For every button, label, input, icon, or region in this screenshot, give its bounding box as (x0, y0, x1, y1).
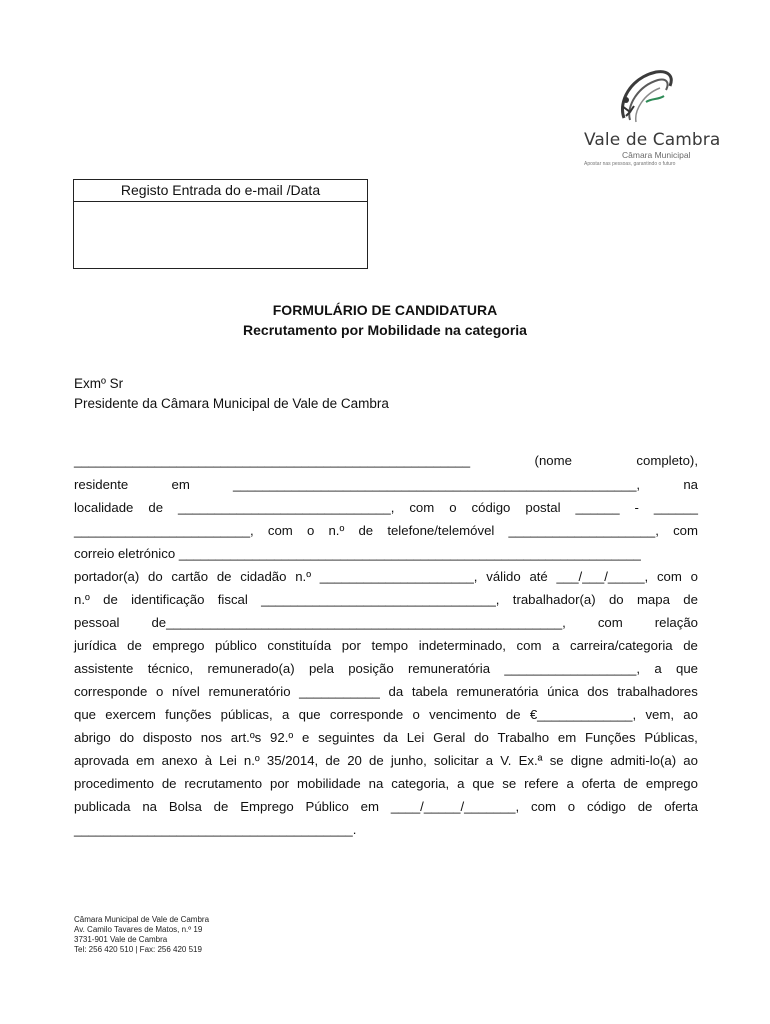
form-text: à (204, 753, 213, 768)
form-text: com (673, 523, 698, 538)
form-text: na (683, 477, 698, 492)
form-text: remuneratória (407, 661, 491, 676)
form-text: cidadão (240, 569, 287, 584)
form-text: público (215, 638, 257, 653)
form-text: ____________________, (508, 523, 659, 538)
form-text: de (637, 799, 653, 814)
footer-line: Câmara Municipal de Vale de Cambra (74, 915, 210, 924)
form-text: de (683, 638, 698, 653)
form-text: n.º (295, 569, 312, 584)
logo-name: Vale de Cambra (584, 130, 721, 150)
form-text: com (409, 500, 435, 515)
form-text: 35/2014, (266, 753, 319, 768)
form-text: remunerado(a) (207, 661, 295, 676)
form-line (74, 822, 698, 838)
form-text: do (148, 569, 163, 584)
form-text: aprovada (74, 753, 129, 768)
form-text: em (557, 730, 577, 745)
registry-box (73, 179, 368, 269)
form-line (74, 753, 698, 769)
form-text: na (368, 776, 384, 791)
form-text: tabela (411, 684, 448, 699)
form-text: relação (654, 615, 698, 630)
form-line (74, 730, 698, 746)
form-text: a (485, 753, 494, 768)
form-text: do (474, 730, 489, 745)
form-title: FORMULÁRIO DE CANDIDATURA (272, 302, 498, 318)
form-text: pessoal (74, 615, 120, 630)
form-text: que (298, 707, 321, 722)
form-text: e (301, 730, 310, 745)
form-text: vencimento (429, 707, 497, 722)
form-text: vem, (645, 707, 675, 722)
form-line (74, 523, 698, 539)
form-line (74, 661, 698, 677)
form-text: carreira/categoria (570, 638, 673, 653)
form-text: Lei (219, 753, 237, 768)
form-text: emprego (152, 638, 205, 653)
form-text: Emprego (240, 799, 294, 814)
form-text: completo), (636, 453, 698, 468)
form-line (74, 592, 698, 608)
form-text: de (213, 799, 229, 814)
salutation: Exmº Sr (74, 376, 124, 391)
form-text: Funções (584, 730, 636, 745)
form-text: abrigo (74, 730, 111, 745)
form-text: admiti-lo(a) (610, 753, 677, 768)
form-line (74, 684, 698, 700)
form-text: se (549, 753, 564, 768)
form-text: ao (683, 753, 698, 768)
form-text: o (306, 523, 315, 538)
form-text: pela (308, 661, 334, 676)
form-text: ________________________________, (261, 592, 500, 607)
form-text: identificação (131, 592, 205, 607)
form-line (74, 799, 698, 815)
form-text: código (586, 799, 626, 814)
form-text: remuneratório (208, 684, 291, 699)
form-text: de (683, 592, 698, 607)
form-text: o (567, 799, 576, 814)
form-text: de (161, 776, 177, 791)
form-text: assistente (74, 661, 134, 676)
form-text: por (270, 776, 290, 791)
form-text: o (690, 569, 698, 584)
form-text: em (360, 799, 379, 814)
form-text: nos (200, 730, 223, 745)
footer-address (74, 915, 209, 955)
form-text: _____________________, (319, 569, 478, 584)
form-text: n.º (243, 753, 260, 768)
form-text: art.ºs (230, 730, 262, 745)
form-text: indeterminado, (418, 638, 506, 653)
form-text: de (148, 500, 164, 515)
form-text: até (529, 569, 548, 584)
registry-box-title: Registo Entrada do e-mail /Data (74, 180, 367, 202)
form-text: junho, (390, 753, 427, 768)
form-text: de (505, 707, 521, 722)
form-text: digne (570, 753, 604, 768)
form-text: _____________________________, (178, 500, 395, 515)
form-text: 20 (347, 753, 362, 768)
form-text: com (531, 799, 556, 814)
form-text: de (103, 592, 118, 607)
form-text: do (119, 730, 135, 745)
form-text: ______ (653, 500, 698, 515)
form-line (74, 569, 698, 585)
form-text: funções (165, 707, 212, 722)
form-text: código (471, 500, 511, 515)
form-text: válido (486, 569, 521, 584)
form-text: por (341, 638, 361, 653)
form-text: Públicas, (644, 730, 698, 745)
form-text: mobilidade (296, 776, 361, 791)
footer-line: Tel: 256 420 510 | Fax: 256 420 519 (74, 945, 202, 954)
form-text: Ex.ª (518, 753, 543, 768)
form-text: __________________, (504, 661, 641, 676)
form-text: oferta (581, 776, 616, 791)
form-text: fiscal (217, 592, 248, 607)
form-text: dos (587, 684, 609, 699)
form-line (74, 453, 698, 469)
form-text: na (142, 799, 157, 814)
form-text: de (623, 776, 638, 791)
form-text: da (383, 730, 398, 745)
form-text: de (127, 638, 142, 653)
form-text: trabalhadores (617, 684, 698, 699)
form-text: solicitar (433, 753, 479, 768)
form-text: que (675, 661, 698, 676)
form-text: a (281, 707, 290, 722)
form-text: procedimento (74, 776, 154, 791)
form-text: o (449, 500, 457, 515)
form-text: V. (500, 753, 512, 768)
form-text: jurídica (74, 638, 117, 653)
form-text: disposto (142, 730, 192, 745)
form-text: Trabalho (497, 730, 550, 745)
form-text: de (325, 753, 341, 768)
form-text: técnico, (147, 661, 194, 676)
form-text: cartão (171, 569, 209, 584)
form-text: posição (348, 661, 394, 676)
form-line (74, 477, 698, 493)
form-text: - (634, 500, 639, 515)
form-text: de (216, 569, 232, 584)
form-text: Bolsa (168, 799, 202, 814)
form-text: €_____________, (529, 707, 637, 722)
form-text: de______________________________________________________, (151, 615, 566, 630)
form-text: que (74, 707, 97, 722)
form-text: _______________________________________________________, (233, 477, 641, 492)
form-text: com (656, 569, 682, 584)
form-text: residente (74, 477, 129, 492)
form-text: n.º (328, 523, 345, 538)
form-line (74, 776, 698, 792)
vale-de-cambra-emblem-icon (616, 66, 676, 132)
form-text: o (412, 707, 420, 722)
form-text: portador(a) (74, 569, 140, 584)
form-text: que (472, 776, 495, 791)
form-text: a (457, 776, 465, 791)
form-text: exercem (105, 707, 156, 722)
form-text: a (566, 776, 574, 791)
form-line (74, 546, 698, 562)
form-text: a (552, 638, 560, 653)
form-text: ____/_____/_______, (390, 799, 520, 814)
form-text: Lei (406, 730, 425, 745)
form-text: constituída (267, 638, 332, 653)
municipality-logo (576, 66, 721, 170)
form-text: ________________________, (74, 523, 254, 538)
form-text: localidade (74, 500, 134, 515)
footer-line: 3731-901 Vale de Cambra (74, 935, 168, 944)
form-text: tempo (371, 638, 409, 653)
form-text: remuneratória (456, 684, 539, 699)
form-text: postal (525, 500, 561, 515)
form-text: ______________________________________________________ (74, 453, 471, 468)
form-text: emprego (645, 776, 698, 791)
form-text: de (369, 753, 384, 768)
form-text: corresponde (74, 684, 148, 699)
form-text: do (608, 592, 624, 607)
form-text: ______________________________________. (74, 822, 357, 837)
form-text: de (358, 523, 374, 538)
form-text: categoria, (391, 776, 450, 791)
form-text: mapa (636, 592, 670, 607)
form-text: corresponde (329, 707, 404, 722)
form-text: correio eletrónico _______________________________________________________________ (74, 546, 641, 561)
form-text: Geral (433, 730, 466, 745)
form-text: seguintes (318, 730, 375, 745)
logo-tagline: Apostar nas pessoas, garantindo o futuro (584, 161, 676, 167)
form-text: com (516, 638, 542, 653)
recipient: Presidente da Câmara Municipal de Vale de Cambra (74, 396, 389, 411)
footer-line: Av. Camilo Tavares de Matos, n.º 19 (74, 925, 203, 934)
form-text: ______ (575, 500, 620, 515)
logo-subtitle: Câmara Municipal (622, 150, 691, 160)
form-text: ___________ (299, 684, 380, 699)
form-text: publicada (74, 799, 131, 814)
form-text: trabalhador(a) (512, 592, 596, 607)
form-text: se (502, 776, 517, 791)
form-text: o (155, 684, 164, 699)
form-text: com (597, 615, 623, 630)
form-text: 92.º (270, 730, 294, 745)
form-text: n.º (74, 592, 90, 607)
form-line (74, 707, 698, 723)
form-line (74, 615, 698, 631)
form-text: ao (683, 707, 698, 722)
form-text: anexo (161, 753, 198, 768)
form-line (74, 500, 698, 516)
form-text: com (267, 523, 293, 538)
form-text: da (388, 684, 404, 699)
form-text: (nome (534, 453, 572, 468)
form-text: única (547, 684, 579, 699)
form-text: em (171, 477, 190, 492)
form-text: oferta (664, 799, 698, 814)
form-text: telefone/telemóvel (387, 523, 495, 538)
form-line (74, 638, 698, 654)
form-text: ___/___/_____, (556, 569, 649, 584)
form-text: nível (171, 684, 200, 699)
form-text: a (654, 661, 662, 676)
form-text: recrutamento (184, 776, 263, 791)
form-text: Público (305, 799, 349, 814)
form-text: em (136, 753, 155, 768)
form-text: refere (524, 776, 559, 791)
form-text: públicas, (220, 707, 273, 722)
form-subtitle: Recrutamento por Mobilidade na categoria (243, 322, 527, 338)
